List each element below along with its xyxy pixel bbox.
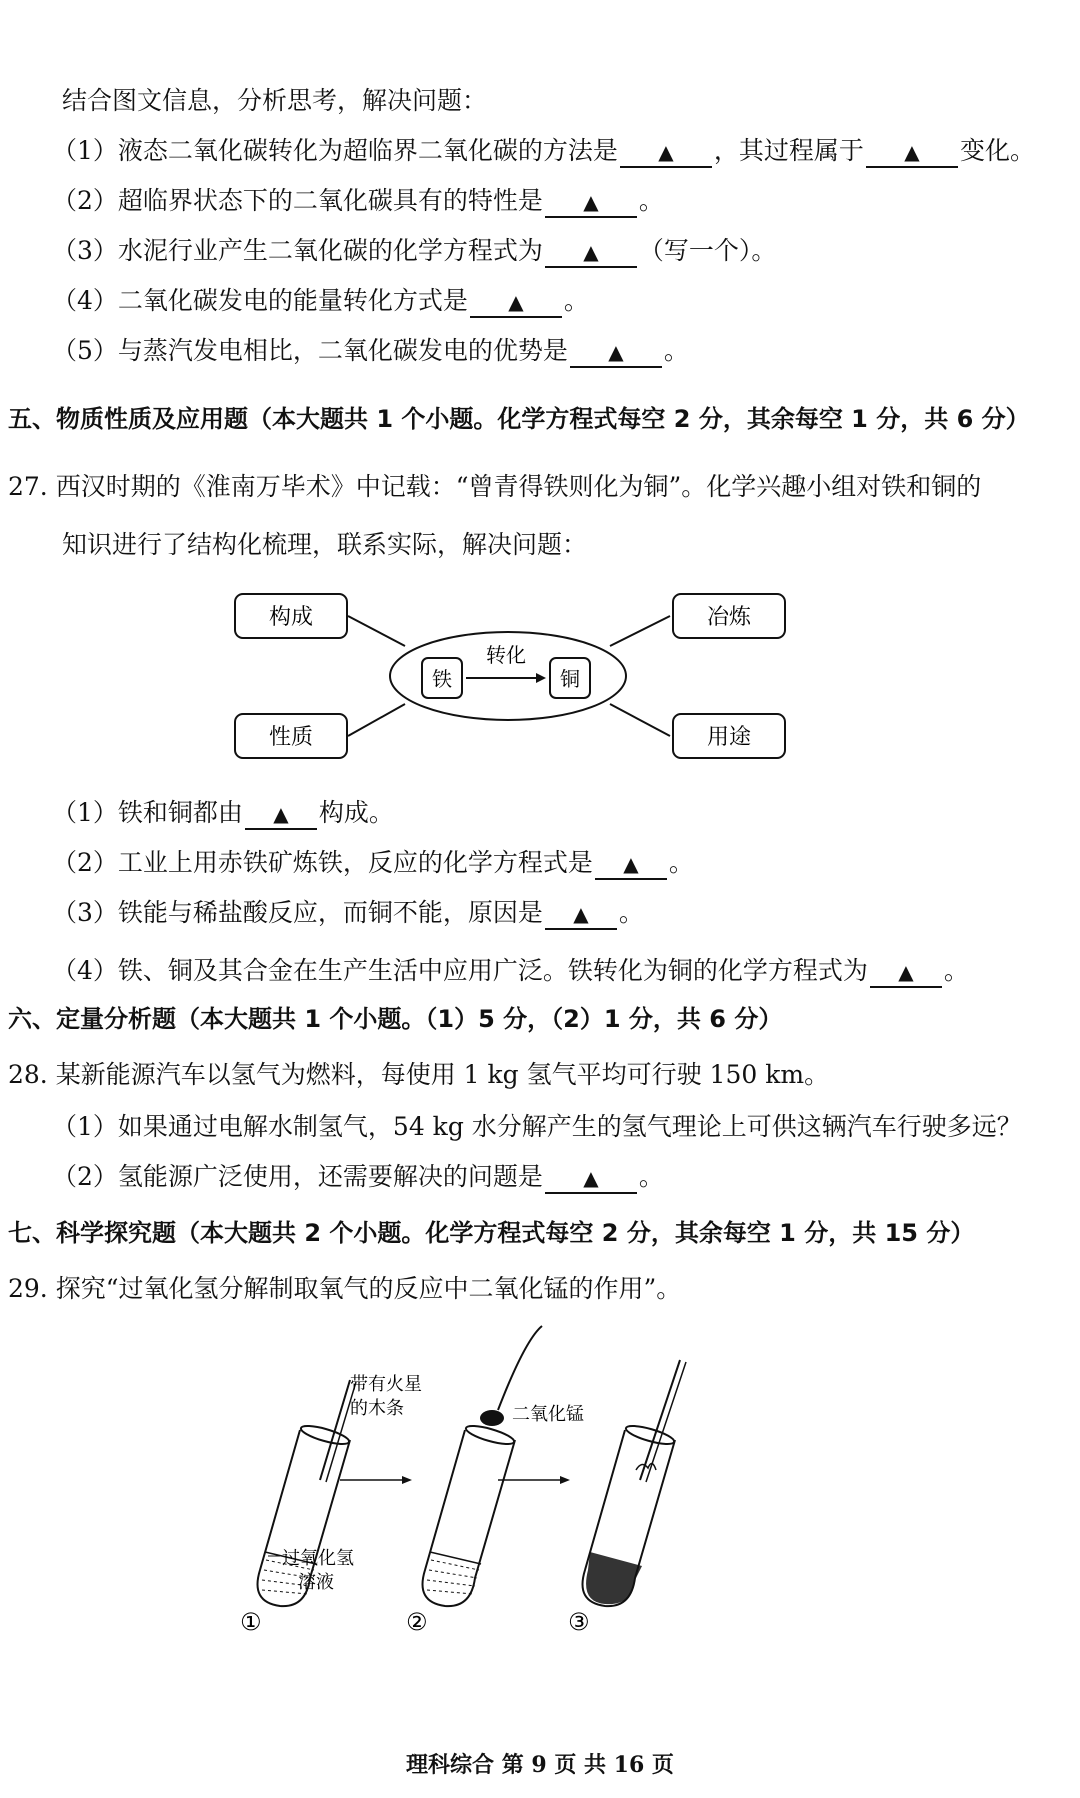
box-composition-label: 构成	[268, 605, 314, 630]
q27-part3-text-b: 。	[618, 898, 644, 927]
label-splint-1: 带有火星	[350, 1374, 422, 1395]
box-uses-label: 用途	[706, 725, 752, 750]
blank-marker-icon: ▲	[658, 140, 674, 164]
answer-blank[interactable]	[245, 799, 317, 830]
box-iron-label: 铁	[432, 667, 452, 691]
blank-marker-icon: ▲	[608, 340, 624, 364]
tube-3-number: ③	[568, 1608, 590, 1636]
q28-part2	[52, 1160, 664, 1194]
box-smelting-label: 冶炼	[706, 605, 752, 630]
answer-blank[interactable]	[866, 137, 958, 168]
q27-part1	[52, 796, 394, 830]
answer-blank[interactable]	[545, 1163, 637, 1194]
splint-icon	[640, 1360, 680, 1480]
blank-marker-icon: ▲	[583, 1166, 599, 1190]
answer-blank[interactable]	[595, 849, 667, 880]
answer-blank[interactable]	[570, 337, 662, 368]
blank-marker-icon: ▲	[508, 290, 524, 314]
q27-part3-text-a: （3）铁能与稀盐酸反应，而铜不能，原因是	[52, 898, 543, 927]
section-6-heading: 六、定量分析题（本大题共 1 个小题。（1）5 分，（2）1 分，共 6 分）	[8, 1005, 783, 1033]
test-tube-experiment-diagram	[240, 1320, 840, 1640]
blank-marker-icon: ▲	[583, 240, 599, 264]
blank-marker-icon: ▲	[573, 902, 589, 926]
q26-part5	[52, 334, 689, 368]
q27-part2-text-b: 。	[668, 848, 694, 877]
bubbling-mixture-icon	[586, 1552, 642, 1604]
answer-blank[interactable]	[620, 137, 712, 168]
tube-2-number: ②	[406, 1608, 428, 1636]
q26-part4	[52, 284, 589, 318]
q26-part1	[52, 134, 1035, 168]
q27-part2	[52, 846, 694, 880]
blank-marker-icon: ▲	[623, 852, 639, 876]
q27-part1-text-b: 构成。	[318, 798, 394, 827]
iron-copper-concept-map	[230, 586, 790, 766]
q26-part3-text-a: （3）水泥行业产生二氧化碳的化学方程式为	[52, 236, 543, 265]
test-tube-3	[583, 1360, 687, 1606]
q26-part3-text-b: （写一个）。	[638, 236, 777, 265]
label-solution-1: 过氧化氢	[282, 1548, 354, 1569]
label-mno2: 二氧化锰	[512, 1404, 584, 1425]
q27-part4-text-b: 。	[943, 956, 969, 985]
q26-part2-text-a: （2）超临界状态下的二氧化碳具有的特性是	[52, 186, 543, 215]
q27-part4	[52, 954, 969, 988]
glowing-splint-icon	[320, 1380, 350, 1480]
box-copper-label: 铜	[560, 667, 580, 691]
blank-marker-icon: ▲	[898, 960, 914, 984]
q29-line1: 29. 探究“过氧化氢分解制取氧气的反应中二氧化锰的作用”。	[8, 1274, 682, 1303]
q26-part3	[52, 234, 776, 268]
q26-part2-text-b: 。	[638, 186, 664, 215]
tube-1-number: ①	[240, 1608, 262, 1636]
test-tube-2	[423, 1326, 543, 1606]
q27-part1-text-a: （1）铁和铜都由	[52, 798, 243, 827]
q27-part2-text-a: （2）工业上用赤铁矿炼铁，反应的化学方程式是	[52, 848, 593, 877]
blank-marker-icon: ▲	[273, 802, 289, 826]
q27-line2: 知识进行了结构化梳理，联系实际，解决问题：	[62, 530, 588, 559]
q26-part2	[52, 184, 664, 218]
q28-part1: （1）如果通过电解水制氢气，54 kg 水分解产生的氢气理论上可供这辆汽车行驶多远？	[52, 1112, 1022, 1141]
box-properties-label: 性质	[268, 725, 314, 750]
q26-part1-text-c: 变化。	[959, 136, 1035, 165]
q26-part1-text-a: （1）液态二氧化碳转化为超临界二氧化碳的方法是	[52, 136, 618, 165]
answer-blank[interactable]	[470, 287, 562, 318]
answer-blank[interactable]	[545, 899, 617, 930]
q27-part4-text-a: （4）铁、铜及其合金在生产生活中应用广泛。铁转化为铜的化学方程式为	[52, 956, 868, 985]
q28-line1: 28. 某新能源汽车以氢气为燃料，每使用 1 kg 氢气平均可行驶 150 km。	[8, 1060, 830, 1089]
q28-part2-text-b: 。	[638, 1162, 664, 1191]
q26-part5-text-b: 。	[663, 336, 689, 365]
page-footer: 理科综合 第 9 页 共 16 页	[406, 1752, 674, 1778]
label-splint-2: 的木条	[350, 1398, 404, 1419]
label-solution-2: 溶液	[298, 1572, 334, 1593]
intro-text: 结合图文信息，分析思考，解决问题：	[62, 86, 488, 115]
blank-marker-icon: ▲	[904, 140, 920, 164]
q27-part3	[52, 896, 644, 930]
answer-blank[interactable]	[545, 237, 637, 268]
blank-marker-icon: ▲	[583, 190, 599, 214]
q26-part1-text-b: ，其过程属于	[713, 136, 864, 165]
q27-line1: 27. 西汉时期的《淮南万毕术》中记载：“曾青得铁则化为铜”。化学兴趣小组对铁和铜的	[8, 472, 982, 501]
section-5-heading: 五、物质性质及应用题（本大题共 1 个小题。化学方程式每空 2 分，其余每空 1 分，共 6 分）	[8, 405, 1030, 433]
mno2-powder-icon	[480, 1410, 504, 1426]
answer-blank[interactable]	[545, 187, 637, 218]
arrow-label: 转化	[486, 643, 526, 667]
q26-part4-text-b: 。	[563, 286, 589, 315]
q26-part4-text-a: （4）二氧化碳发电的能量转化方式是	[52, 286, 468, 315]
answer-blank[interactable]	[870, 957, 942, 988]
spatula-icon	[498, 1326, 542, 1410]
section-7-heading: 七、科学探究题（本大题共 2 个小题。化学方程式每空 2 分，其余每空 1 分，共 15 分）	[8, 1219, 975, 1247]
q28-part2-text-a: （2）氢能源广泛使用，还需要解决的问题是	[52, 1162, 543, 1191]
q26-part5-text-a: （5）与蒸汽发电相比，二氧化碳发电的优势是	[52, 336, 568, 365]
